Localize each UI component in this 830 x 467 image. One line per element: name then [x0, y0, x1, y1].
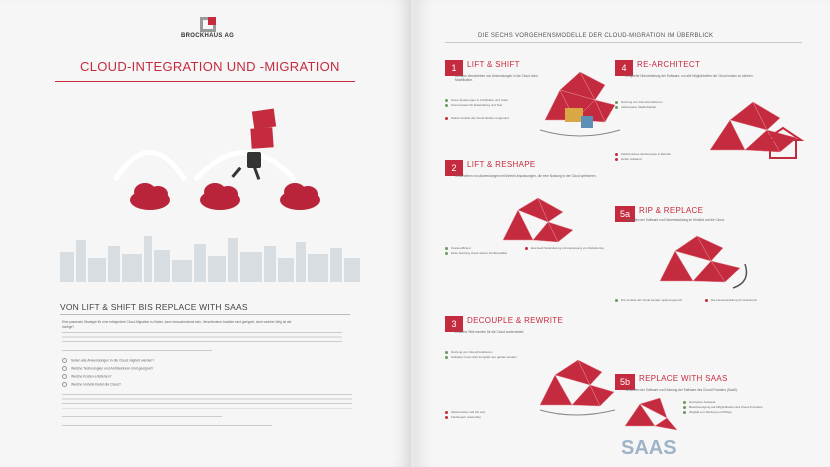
- body-text: [62, 425, 272, 429]
- cloud-illustration: [483, 190, 583, 250]
- body-text: [62, 394, 352, 412]
- question-item: Sollen alle Anwendungen in die Cloud migriert werden?: [62, 358, 154, 363]
- cons-list-lift-reshape: Eventuell Veränderung mit Anpassung von Refactoring: [525, 246, 605, 251]
- question-item: Welche Vorteile bietet die Cloud?: [62, 382, 121, 387]
- section-title-replace-saas: REPLACE WITH SAAS: [639, 374, 728, 383]
- section-subtitle: VON LIFT & SHIFT BIS REPLACE WITH SAAS: [60, 302, 248, 312]
- section-number-4: 4: [615, 60, 633, 76]
- section-number-1: 1: [445, 60, 463, 76]
- body-text: [62, 350, 212, 354]
- pros-list-rip-replace: Die Vorteile der Cloud werden optimal genutzt: [615, 298, 695, 303]
- cons-list-re-architect: Zeitintensives da Decouple & Rewrite Hoher Aufwand: [615, 152, 695, 162]
- heading-divider: [445, 42, 802, 43]
- section-title-rip-replace: RIP & REPLACE: [639, 206, 704, 215]
- cloud-illustration: [705, 90, 805, 170]
- section-desc-re-architect: Komplette Überarbeitung der Software, um alle Möglichkeiten der Cloud nutzen zu können.: [625, 74, 754, 78]
- saas-text: SAAS: [621, 437, 677, 459]
- city-skyline: [60, 232, 360, 282]
- cloud-illustration: [645, 226, 755, 296]
- section-number-5b: 5b: [615, 374, 635, 390]
- section-title-re-architect: RE-ARCHITECT: [637, 60, 701, 69]
- section-title-lift-shift: LIFT & SHIFT: [467, 60, 520, 69]
- body-text: [62, 332, 342, 344]
- brand-name: BROCKHAUS AG: [181, 33, 235, 39]
- left-page: [0, 0, 411, 467]
- section-number-2: 2: [445, 160, 463, 176]
- page-title: CLOUD-INTEGRATION UND -MIGRATION: [80, 59, 340, 74]
- cloud-illustration: [535, 60, 625, 140]
- question-icon: [62, 358, 67, 363]
- title-divider: [55, 81, 355, 82]
- cons-list-rip-replace: Die Neuentwicklung ist zeitintensiv: [705, 298, 785, 303]
- cons-list-decouple-rewrite: Zeitintensiven als Lift only Fachexpert notwendig: [445, 410, 525, 420]
- pros-list-lift-reshape: Kostenoffizient Erste Nutzung cloud-nativer Funktionalität: [445, 246, 525, 256]
- brand-logo-icon: [200, 17, 216, 32]
- section-title-decouple-rewrite: DECOUPLE & REWRITE: [467, 316, 564, 325]
- section-title-lift-reshape: LIFT & RESHAPE: [467, 160, 536, 169]
- section-desc-decouple-rewrite: Einzelne Teile werden für die Cloud modernisiert.: [455, 330, 525, 334]
- section-desc-rip-replace: Verwerfen der Software und Neuentwicklung im Hinblick auf die Cloud.: [625, 218, 725, 222]
- pros-list-replace-saas: Geringster Aufwand Beschleunigung auf Möglichkeiten des Cloud-Providers Wegfall von Wartung und Pflege: [683, 400, 763, 416]
- section-number-5a: 5a: [615, 206, 635, 222]
- saas-illustration: [615, 396, 685, 466]
- right-page: [415, 0, 830, 467]
- subtitle-divider: [60, 314, 350, 315]
- question-icon: [62, 374, 67, 379]
- question-icon: [62, 382, 67, 387]
- hero-illustration: [95, 90, 375, 220]
- section-desc-lift-reshape: Verschieben von Anwendungen mit kleinen Anpassungen, die eine Nutzung in der Cloud optimieren.: [455, 174, 597, 178]
- question-item: Welche Kosten entstehen?: [62, 374, 111, 379]
- question-item: Welche Technologien und Architekturen sind geeignet?: [62, 366, 153, 371]
- cons-list-lift-shift: Native Vorteile der Cloud bleiben ungenutzt: [445, 116, 525, 121]
- section-desc-lift-shift: Direktes Verschieben von Anwendungen in die Cloud ohne Modifikation.: [455, 74, 538, 83]
- cloud-illustration: [530, 350, 620, 420]
- intro-text: Eine passende Strategie für eine erfolgreiche Cloud-Migration zu finden, kann herausfordernd sein. Verschiedene Ansätze sind geeignet, doch welcher Weg ist der richtige?: [62, 320, 292, 329]
- pros-list-lift-shift: Keine Änderungen in Architektur und Code Keine Kosten für Entwicklung und Test: [445, 98, 525, 108]
- body-text: [62, 416, 222, 420]
- section-number-3: 3: [445, 316, 463, 332]
- section-desc-replace-saas: Verwerfen der Software und Nutzung der Software des Cloud-Providers (SaaS).: [625, 388, 738, 392]
- overview-heading: DIE SECHS VORGEHENSMODELLE DER CLOUD-MIGRATION IM ÜBERBLICK: [478, 33, 714, 39]
- pros-list-re-architect: Nutzung von Cloud-Funktionen Verbesserte Skalierbarkeit: [615, 100, 695, 110]
- pros-list-decouple-rewrite: Nutzung von Cloud-Funktionen Software muss nicht komplett neu gebaut werden: [445, 350, 525, 360]
- question-icon: [62, 366, 67, 371]
